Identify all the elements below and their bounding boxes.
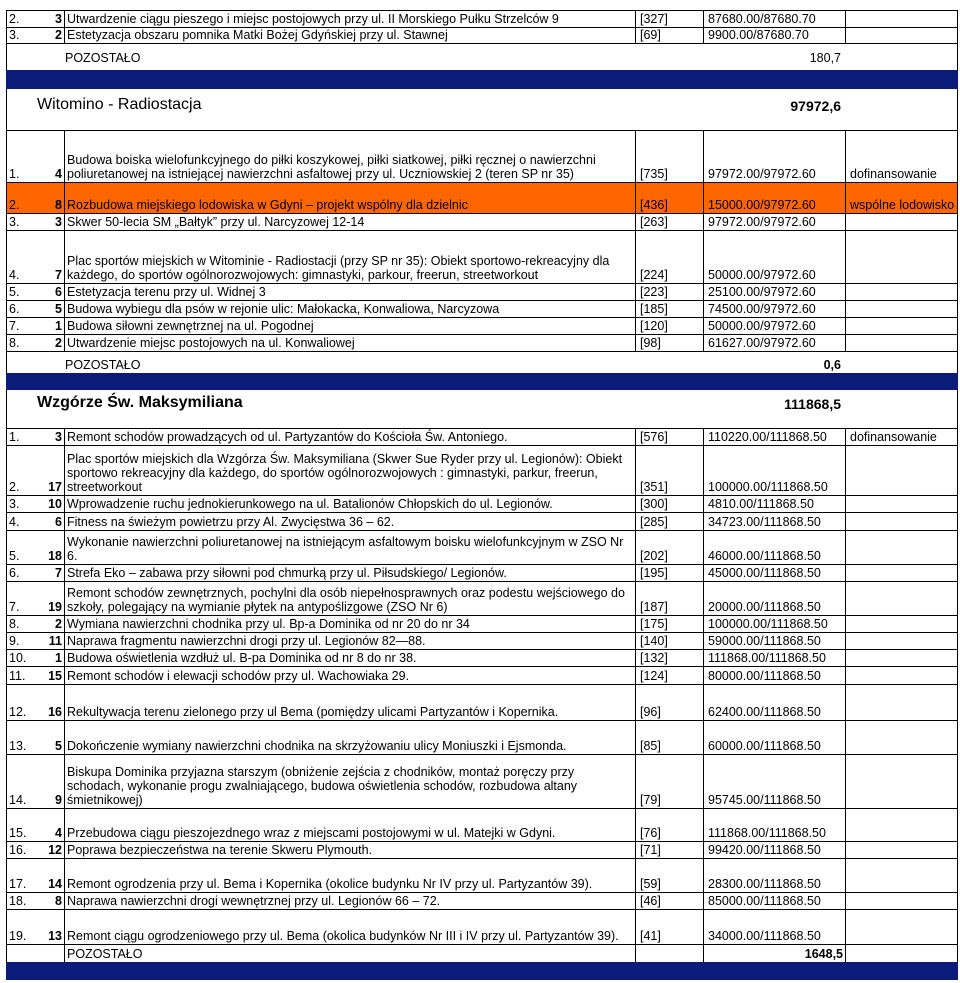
row-project-id: [96] <box>635 685 703 720</box>
row-project-id: [327] <box>635 11 703 27</box>
table-row <box>6 445 958 495</box>
row-amount: 111868.00/111868.50 <box>703 650 845 666</box>
row-number: 19. <box>9 929 27 943</box>
row-project-id: [71] <box>635 842 703 858</box>
table-row-highlighted <box>6 182 958 213</box>
table-row <box>6 754 958 808</box>
row-description: Fitness na świeżym powietrzu przy Al. Zwycięstwa 36 – 62. <box>67 515 395 529</box>
row-number: 8. <box>9 617 20 631</box>
row-amount: 61627.00/97972.60 <box>703 335 845 351</box>
row-description: Skwer 50-lecia SM „Bałtyk” przy ul. Narcyzowej 12-14 <box>67 215 365 229</box>
section-separator-band <box>6 962 958 980</box>
row-note <box>845 721 959 754</box>
section-separator-band <box>6 373 958 390</box>
table-row <box>6 808 958 841</box>
row-project-id: [124] <box>635 667 703 684</box>
row-number: 2. <box>9 12 20 26</box>
row-points: 5 <box>43 301 65 317</box>
row-points: 2 <box>43 616 65 632</box>
row-amount: 9900.00/87680.70 <box>703 28 845 43</box>
district-header <box>6 89 958 116</box>
row-number: 8. <box>9 336 20 350</box>
district-name: Witomino - Radiostacja <box>37 96 202 113</box>
row-project-id: [46] <box>635 893 703 909</box>
remaining-label: POZOSTAŁO <box>67 947 143 961</box>
row-number: 9. <box>9 634 20 648</box>
row-amount: 34723.00/111868.50 <box>703 513 845 530</box>
row-amount: 97972.00/97972.60 <box>703 131 845 182</box>
district-header <box>6 390 958 414</box>
row-note <box>845 633 959 649</box>
row-amount: 100000.00/111868.50 <box>703 446 845 495</box>
row-note <box>845 531 959 564</box>
remaining-row <box>6 43 958 70</box>
row-number: 5. <box>9 285 20 299</box>
row-note <box>845 496 959 512</box>
row-note <box>845 842 959 858</box>
row-note <box>845 11 959 27</box>
row-number: 16. <box>9 843 27 857</box>
row-project-id: [98] <box>635 335 703 351</box>
row-note <box>845 284 959 300</box>
row-description: Budowa boiska wielofunkcyjnego do piłki koszykowej, piłki siatkowej, piłki ręcznej o nawierzchni poliuretanowej na istniejącej nawierzchni asfaltowej przy ul. Uczniowskiej 2 (teren SP nr 35) <box>67 153 596 181</box>
row-number: 1. <box>9 430 20 444</box>
row-number: 6. <box>9 302 20 316</box>
row-project-id: [436] <box>635 183 703 213</box>
row-amount: 28300.00/111868.50 <box>703 859 845 892</box>
district-name: Wzgórze Św. Maksymiliana <box>37 394 243 411</box>
row-number: 6. <box>9 566 20 580</box>
table-row <box>6 283 958 300</box>
row-amount: 74500.00/97972.60 <box>703 301 845 317</box>
row-project-id: [185] <box>635 301 703 317</box>
row-description: Remont ogrodzenia przy ul. Bema i Kopernika (okolice budynku Nr IV przy ul. Partyzantów 39). <box>67 877 593 891</box>
row-note <box>845 446 959 495</box>
row-project-id: [285] <box>635 513 703 530</box>
row-project-id: [300] <box>635 496 703 512</box>
row-amount: 95745.00/111868.50 <box>703 755 845 808</box>
remaining-value: 1648,5 <box>703 945 845 962</box>
row-number: 2. <box>9 198 20 212</box>
table-row <box>6 10 958 27</box>
row-description: Remont schodów prowadzących od ul. Partyzantów do Kościoła Św. Antoniego. <box>67 430 508 444</box>
table-row <box>6 684 958 720</box>
row-points: 6 <box>43 284 65 300</box>
row-description: Dokończenie wymiany nawierzchni chodnika na skrzyżowaniu ulicy Moniuszki i Ejsmonda. <box>67 739 567 753</box>
row-note: wspólne lodowisko <box>845 183 959 213</box>
row-description: Remont ciągu ogrodzeniowego przy ul. Bema (okolica budynków Nr III i IV przy ul. Partyzantów 39). <box>67 929 619 943</box>
row-amount: 97972.00/97972.60 <box>703 214 845 230</box>
row-project-id: [85] <box>635 721 703 754</box>
row-points: 3 <box>43 429 65 445</box>
row-note <box>845 616 959 632</box>
row-amount: 50000.00/97972.60 <box>703 318 845 334</box>
row-project-id: [41] <box>635 910 703 944</box>
row-points: 18 <box>43 531 65 564</box>
table-row <box>6 130 958 182</box>
spacer-row <box>6 414 958 428</box>
row-points: 1 <box>43 650 65 666</box>
row-number: 7. <box>9 600 20 614</box>
row-description: Rekultywacja terenu zielonego przy ul Bema (pomiędzy ulicami Partyzantów i Kopernika. <box>67 705 559 719</box>
row-points: 8 <box>43 893 65 909</box>
table-row <box>6 581 958 615</box>
row-number: 5. <box>9 549 20 563</box>
row-points: 2 <box>43 28 65 43</box>
row-amount: 85000.00/111868.50 <box>703 893 845 909</box>
row-note-empty <box>845 945 959 962</box>
row-amount: 60000.00/111868.50 <box>703 721 845 754</box>
row-description: Utwardzenie ciągu pieszego i miejsc postojowych przy ul. II Morskiego Pułku Strzelców 9 <box>67 12 559 26</box>
row-description: Przebudowa ciągu pieszojezdnego wraz z miejscami postojowymi w ul. Matejki w Gdyni. <box>67 826 556 840</box>
row-amount: 46000.00/111868.50 <box>703 531 845 564</box>
row-number: 18. <box>9 894 27 908</box>
row-note <box>845 650 959 666</box>
row-project-id: [187] <box>635 582 703 615</box>
row-note <box>845 565 959 581</box>
row-note <box>845 685 959 720</box>
table-row <box>6 495 958 512</box>
row-points: 12 <box>43 842 65 858</box>
district-budget: 111868,5 <box>784 396 841 412</box>
row-project-id: [69] <box>635 28 703 43</box>
row-amount: 15000.00/97972.60 <box>703 183 845 213</box>
remaining-row <box>6 351 958 373</box>
row-amount: 62400.00/111868.50 <box>703 685 845 720</box>
row-amount: 50000.00/97972.60 <box>703 231 845 283</box>
district-budget: 97972,6 <box>790 98 841 114</box>
table-row <box>6 512 958 530</box>
table-row <box>6 649 958 666</box>
row-project-id: [76] <box>635 809 703 841</box>
row-number: 10. <box>9 651 27 665</box>
table-row <box>6 841 958 858</box>
row-points: 16 <box>43 685 65 720</box>
row-number: 15. <box>9 826 27 840</box>
row-number: 12. <box>9 705 27 719</box>
row-note <box>845 809 959 841</box>
row-project-id: [735] <box>635 131 703 182</box>
row-description: Plac sportów miejskich w Witominie - Radiostacji (przy SP nr 35): Obiekt sportowo-rekreacyjny dla każdego, do sportów ogólnorozwojowych: gimnastyki, parkour, freerun, streetworkout <box>67 254 610 282</box>
row-note <box>845 301 959 317</box>
row-project-id: [79] <box>635 755 703 808</box>
row-description: Budowa wybiegu dla psów w rejonie ulic: Małokacka, Konwaliowa, Narcyzowa <box>67 302 500 316</box>
row-note <box>845 513 959 530</box>
row-description: Estetyzacja obszaru pomnika Matki Bożej Gdyńskiej przy ul. Stawnej <box>67 28 448 42</box>
row-points: 11 <box>43 633 65 649</box>
row-project-id: [120] <box>635 318 703 334</box>
row-description: Naprawa nawierzchni drogi wewnętrznej przy ul. Legionów 66 – 72. <box>67 894 441 908</box>
row-number: 14. <box>9 793 27 807</box>
table-row <box>6 564 958 581</box>
row-description: Utwardzenie miejsc postojowych na ul. Konwaliowej <box>67 336 355 350</box>
row-note <box>845 214 959 230</box>
row-points: 13 <box>43 910 65 944</box>
row-note <box>845 231 959 283</box>
row-description: Poprawa bezpieczeństwa na terenie Skweru Plymouth. <box>67 843 373 857</box>
table-row <box>6 530 958 564</box>
table-row <box>6 428 958 445</box>
row-number: 13. <box>9 739 27 753</box>
table-row <box>6 300 958 317</box>
row-amount: 45000.00/111868.50 <box>703 565 845 581</box>
row-points: 3 <box>43 11 65 27</box>
remaining-value: 0,6 <box>823 358 841 372</box>
row-project-id: [576] <box>635 429 703 445</box>
row-project-id: [224] <box>635 231 703 283</box>
row-amount: 99420.00/111868.50 <box>703 842 845 858</box>
row-points: 19 <box>43 582 65 615</box>
row-points: 7 <box>43 565 65 581</box>
row-points: 10 <box>43 496 65 512</box>
row-note <box>845 755 959 808</box>
section-separator-band <box>6 70 958 89</box>
row-number: 3. <box>9 497 20 511</box>
table-row <box>6 858 958 892</box>
row-points: 4 <box>43 131 65 182</box>
table-row <box>6 334 958 351</box>
row-amount: 111868.00/111868.50 <box>703 809 845 841</box>
spacer-row <box>6 116 958 130</box>
row-description: Budowa siłowni zewnętrznej na ul. Pogodnej <box>67 319 314 333</box>
row-description: Remont schodów i elewacji schodów przy ul. Wachowiaka 29. <box>67 669 410 683</box>
row-number: 2. <box>9 480 20 494</box>
row-number: 17. <box>9 877 27 891</box>
row-project-id: [59] <box>635 859 703 892</box>
row-note <box>845 582 959 615</box>
row-number: 4. <box>9 268 20 282</box>
row-description: Biskupa Dominika przyjazna starszym (obniżenie zejścia z chodników, montaż poręczy przy schodach, wykonanie progu zwalniającego, budowa oświetlenia schodów, rozbudowa altany śmietnikowej) <box>67 765 578 807</box>
row-description: Wprowadzenie ruchu jednokierunkowego na ul. Batalionów Chłopskich do ul. Legionów. <box>67 497 553 511</box>
row-note <box>845 859 959 892</box>
row-number: 3. <box>9 215 20 229</box>
row-description: Wymiana nawierzchni chodnika przy ul. Bp-a Dominika od nr 20 do nr 34 <box>67 617 470 631</box>
row-project-id: [351] <box>635 446 703 495</box>
remaining-row <box>6 944 958 962</box>
remaining-label: POZOSTAŁO <box>65 51 141 65</box>
row-points: 7 <box>43 231 65 283</box>
remaining-label: POZOSTAŁO <box>65 358 141 372</box>
row-description: Estetyzacja terenu przy ul. Widnej 3 <box>67 285 266 299</box>
row-project-id: [175] <box>635 616 703 632</box>
row-points: 4 <box>43 809 65 841</box>
row-note: dofinansowanie <box>845 131 959 182</box>
row-note <box>845 335 959 351</box>
row-points: 14 <box>43 859 65 892</box>
row-description: Wykonanie nawierzchni poliuretanowej na istniejącym asfaltowym boisku wielofunkcyjnym w ZSO Nr 6. <box>67 535 624 563</box>
remaining-value: 180,7 <box>809 51 841 65</box>
table-row <box>6 615 958 632</box>
row-points: 9 <box>43 755 65 808</box>
row-points: 15 <box>43 667 65 684</box>
row-project-id: [202] <box>635 531 703 564</box>
row-points: 17 <box>43 446 65 495</box>
row-number: 7. <box>9 319 20 333</box>
row-description: Rozbudowa miejskiego lodowiska w Gdyni – projekt wspólny dla dzielnic <box>67 198 468 212</box>
row-description: Remont schodów zewnętrznych, pochylni dla osób niepełnosprawnych oraz podestu wejściowego do szkoły, polegający na wymianie płytek na antypoślizgowe (ZSO Nr 6) <box>67 586 625 614</box>
row-amount: 25100.00/97972.60 <box>703 284 845 300</box>
row-project-id: [223] <box>635 284 703 300</box>
row-number: 3. <box>9 28 20 42</box>
table-row <box>6 230 958 283</box>
row-amount: 100000.00/111868.50 <box>703 616 845 632</box>
row-amount: 34000.00/111868.50 <box>703 910 845 944</box>
row-amount: 20000.00/111868.50 <box>703 582 845 615</box>
row-points: 5 <box>43 721 65 754</box>
table-row <box>6 317 958 334</box>
table-row <box>6 632 958 649</box>
row-points: 6 <box>43 513 65 530</box>
row-amount: 59000.00/111868.50 <box>703 633 845 649</box>
row-number: 11. <box>9 669 26 683</box>
row-number: 4. <box>9 515 20 529</box>
row-note <box>845 667 959 684</box>
row-note <box>845 910 959 944</box>
row-note <box>845 893 959 909</box>
row-note <box>845 28 959 43</box>
row-note <box>845 318 959 334</box>
table-row <box>6 666 958 684</box>
row-number: 1. <box>9 167 20 181</box>
row-project-id: [195] <box>635 565 703 581</box>
row-points: 8 <box>43 183 65 213</box>
row-amount: 80000.00/111868.50 <box>703 667 845 684</box>
row-points-empty <box>43 945 65 962</box>
table-row <box>6 213 958 230</box>
row-project-id: [263] <box>635 214 703 230</box>
table-row <box>6 892 958 909</box>
row-description: Strefa Eko – zabawa przy siłowni pod chmurką przy ul. Piłsudskiego/ Legionów. <box>67 566 507 580</box>
row-note: dofinansowanie <box>845 429 959 445</box>
row-points: 2 <box>43 335 65 351</box>
row-description: Budowa oświetlenia wzdłuż ul. B-pa Dominika od nr 8 do nr 38. <box>67 651 417 665</box>
row-description: Plac sportów miejskich dla Wzgórza Św. Maksymiliana (Skwer Sue Ryder przy ul. Legionów): Obiekt sportowo rekreacyjny dla każdego, do sportów ogólnorozwojowych : gimnastyki, parkur, freerun, streetworkout <box>67 452 623 494</box>
table-row <box>6 27 958 43</box>
row-points: 1 <box>43 318 65 334</box>
row-amount: 87680.00/87680.70 <box>703 11 845 27</box>
table-row <box>6 720 958 754</box>
row-project-id: [140] <box>635 633 703 649</box>
row-project-id-empty <box>635 945 703 962</box>
row-points: 3 <box>43 214 65 230</box>
row-number-empty <box>7 945 43 962</box>
row-amount: 110220.00/111868.50 <box>703 429 845 445</box>
row-amount: 4810.00/111868.50 <box>703 496 845 512</box>
row-project-id: [132] <box>635 650 703 666</box>
row-description: Naprawa fragmentu nawierzchni drogi przy ul. Legionów 82—88. <box>67 634 426 648</box>
table-row <box>6 909 958 944</box>
